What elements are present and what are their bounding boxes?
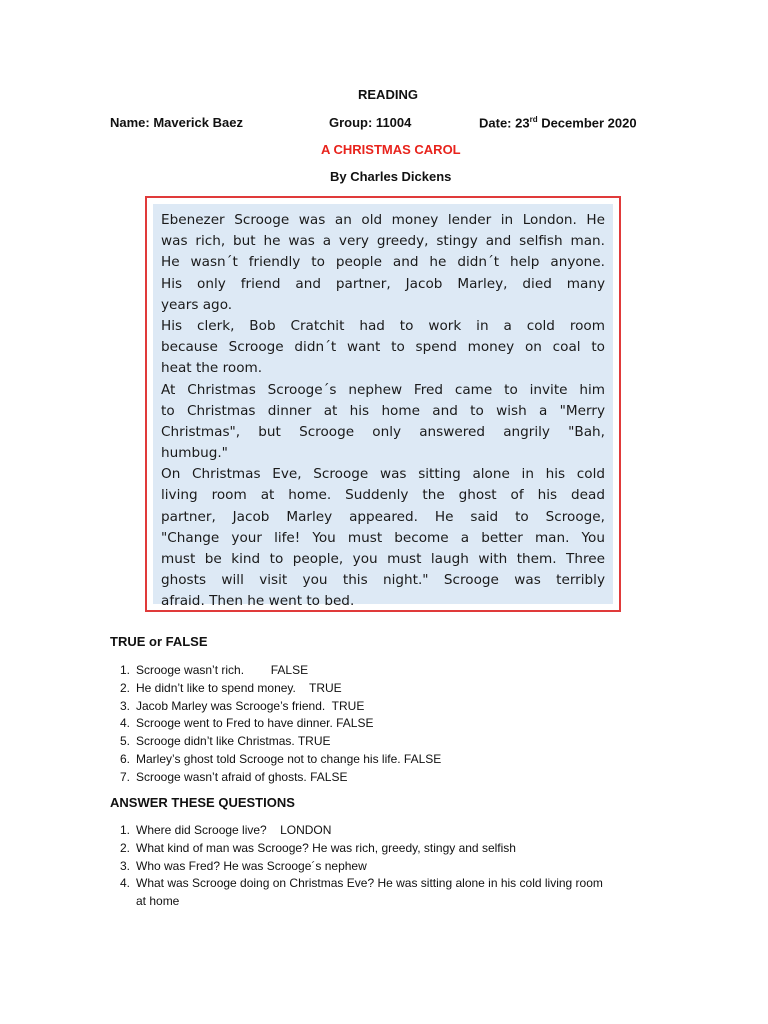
list-text: Marley’s ghost told Scrooge not to change his life. FALSE bbox=[136, 752, 442, 766]
story-line: humbug." bbox=[161, 445, 228, 462]
list-number: 1. bbox=[119, 663, 130, 677]
true-false-list bbox=[110, 661, 670, 791]
date-prefix: Date: 23 bbox=[479, 115, 530, 131]
list-text: Who was Fred? He was Scrooge´s nephew bbox=[136, 858, 367, 873]
questions-heading: ANSWER THESE QUESTIONS bbox=[110, 795, 295, 810]
true-false-heading: TRUE or FALSE bbox=[110, 634, 208, 649]
story-line: heat the room. bbox=[161, 360, 263, 377]
story-frame bbox=[145, 196, 621, 612]
document-date bbox=[479, 115, 637, 130]
date-superscript: rd bbox=[529, 115, 538, 124]
student-name: Name: Maverick Baez bbox=[110, 115, 243, 130]
story-line: was rich, but he was a very greedy, stingy and selfish man. bbox=[161, 233, 605, 250]
story-line: because Scrooge didn´t want to spend money on coal to bbox=[161, 339, 605, 356]
questions-list bbox=[110, 821, 690, 911]
list-number: 2. bbox=[119, 840, 130, 855]
story-author: By Charles Dickens bbox=[330, 169, 452, 184]
list-text: at home bbox=[136, 894, 180, 909]
list-number: 4. bbox=[119, 876, 130, 891]
story-line: Ebenezer Scrooge was an old money lender in London. He bbox=[161, 212, 605, 228]
list-number: 2. bbox=[119, 680, 130, 695]
list-text: Scrooge didn’t like Christmas. TRUE bbox=[136, 734, 331, 749]
list-text: He didn’t like to spend money. TRUE bbox=[136, 680, 342, 695]
list-text: Where did Scrooge live? LONDON bbox=[136, 823, 332, 837]
list-text: Jacob Marley was Scrooge’s friend. TRUE bbox=[136, 698, 365, 713]
story-line: At Christmas Scrooge´s nephew Fred came to invite him bbox=[161, 381, 605, 398]
list-number: 1. bbox=[119, 823, 130, 837]
list-text: Scrooge went to Fred to have dinner. FALSE bbox=[136, 716, 374, 731]
student-group: Group: 11004 bbox=[329, 115, 412, 130]
list-text: What kind of man was Scrooge? He was rich, greedy, stingy and selfish bbox=[136, 840, 516, 855]
story-line: partner, Jacob Marley appeared. He said to Scrooge, bbox=[161, 508, 605, 525]
story-line: "Change your life! You must become a better man. You bbox=[161, 529, 605, 546]
list-number: 4. bbox=[119, 716, 130, 731]
date-suffix: December 2020 bbox=[537, 115, 637, 131]
story-line: On Christmas Eve, Scrooge was sitting alone in his cold bbox=[161, 466, 605, 483]
list-number: 5. bbox=[119, 734, 130, 749]
story-text-box bbox=[153, 204, 613, 610]
story-line: to Christmas dinner at his home and to wish a "Merry bbox=[161, 402, 605, 419]
list-number: 6. bbox=[119, 752, 130, 766]
story-line: living room at home. Suddenly the ghost of his dead bbox=[161, 487, 605, 504]
document-heading: READING bbox=[358, 87, 418, 102]
story-line: His only friend and partner, Jacob Marley, died many bbox=[161, 275, 605, 292]
story-line: must be kind to people, you must laugh with them. Three bbox=[161, 551, 605, 567]
list-number: 3. bbox=[119, 858, 130, 873]
story-line: afraid. Then he went to bed. bbox=[161, 593, 355, 610]
list-number: 3. bbox=[119, 698, 130, 713]
story-line: Christmas", but Scrooge only answered angrily "Bah, bbox=[161, 423, 605, 440]
story-title: A CHRISTMAS CAROL bbox=[321, 142, 461, 157]
list-text: What was Scrooge doing on Christmas Eve? He was sitting alone in his cold living room bbox=[136, 876, 603, 891]
story-line: His clerk, Bob Cratchit had to work in a cold room bbox=[161, 317, 605, 334]
story-line: He wasn´t friendly to people and he didn´t help anyone. bbox=[161, 254, 605, 271]
story-line: ghosts will visit you this night." Scrooge was terribly bbox=[161, 572, 605, 589]
story-line: years ago. bbox=[161, 296, 233, 313]
list-number: 7. bbox=[119, 769, 130, 784]
list-text: Scrooge wasn’t afraid of ghosts. FALSE bbox=[136, 769, 348, 784]
list-text: Scrooge wasn’t rich. FALSE bbox=[136, 663, 309, 677]
